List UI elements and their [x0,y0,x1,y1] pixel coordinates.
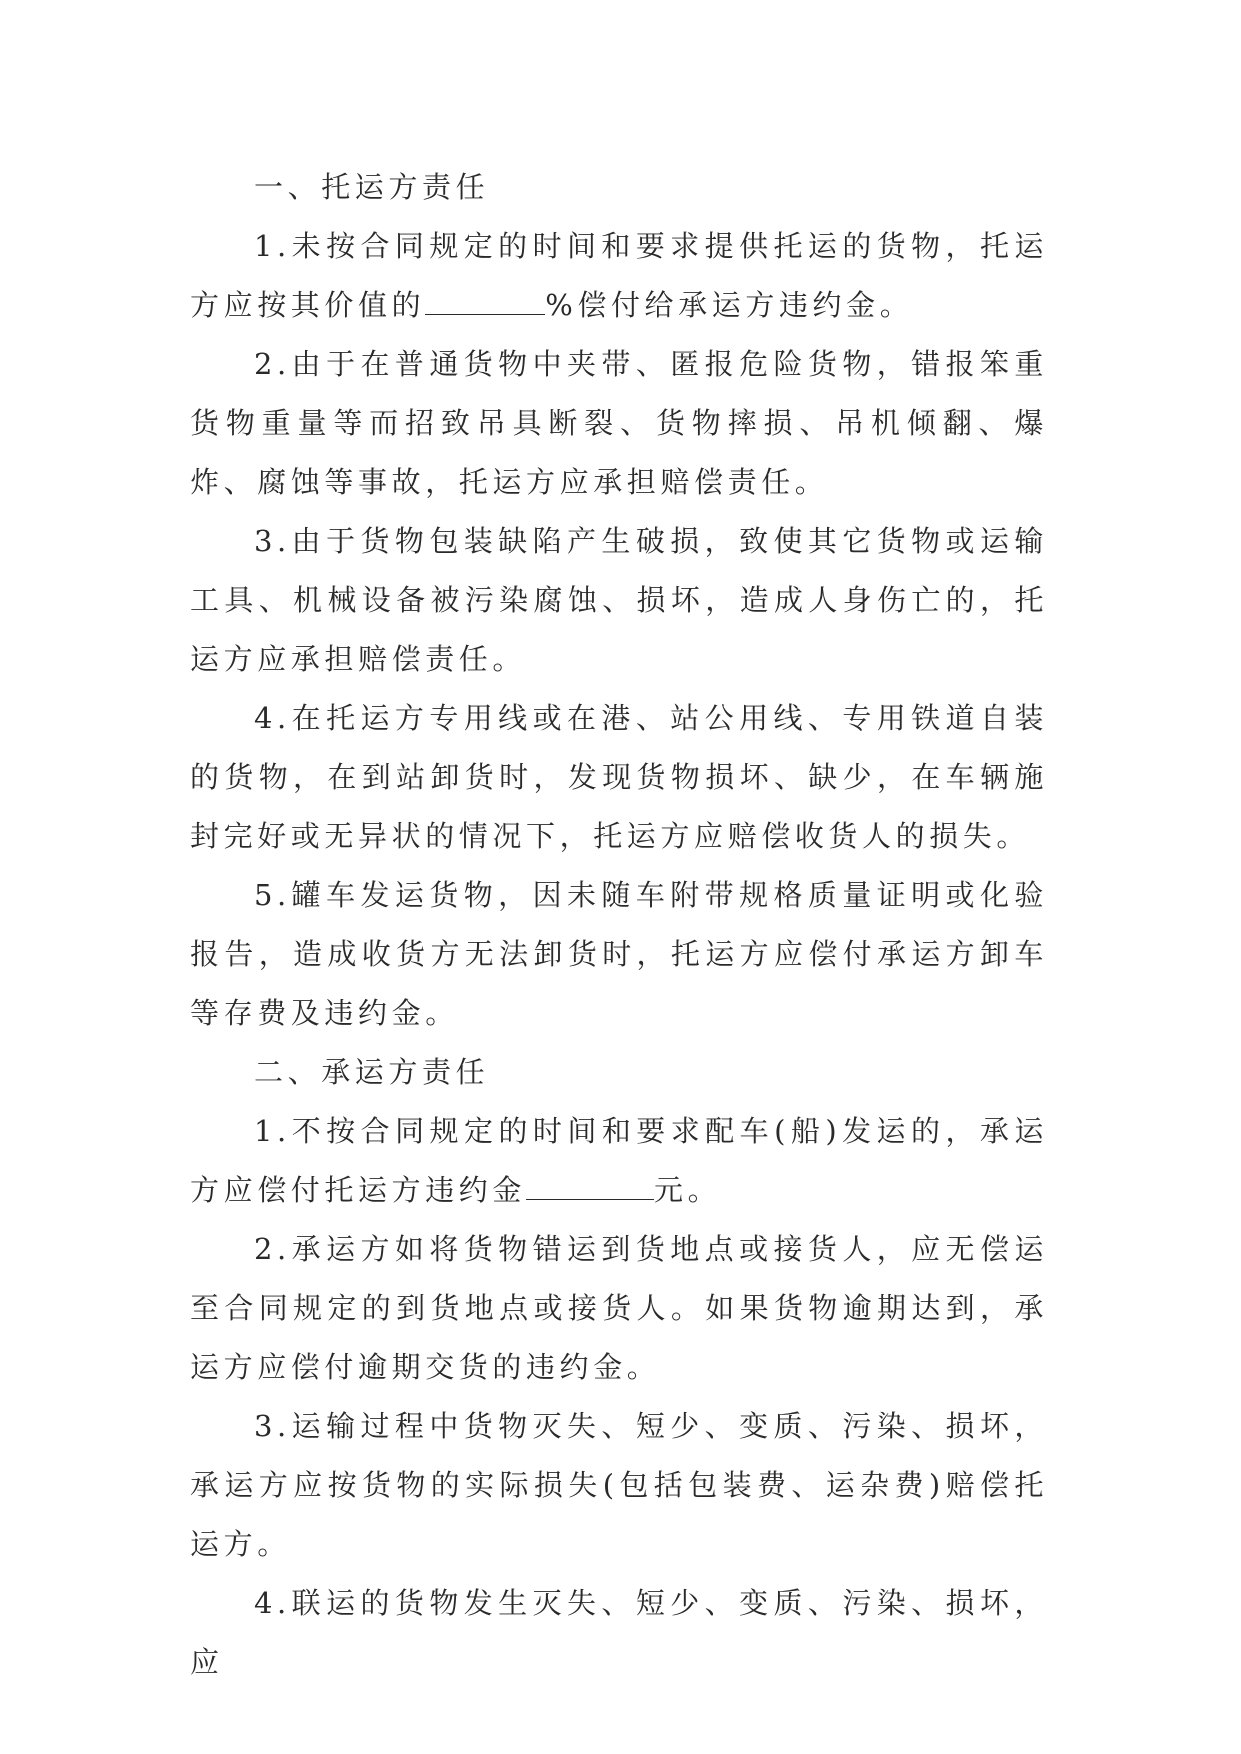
penalty-percent-blank[interactable] [425,282,545,315]
section-heading-carrier: 二、承运方责任 [254,1055,490,1089]
document-body [190,158,1048,1692]
carrier-clause-1-tail: 元。 [654,1173,722,1207]
shipper-clause-2: 2.由于在普通货物中夹带、匿报危险货物，错报笨重货物重量等而招致吊具断裂、货物摔损、吊机倾翻、爆炸、腐蚀等事故，托运方应承担赔偿责任。 [190,347,1048,499]
carrier-clause-1-text: 1.不按合同规定的时间和要求配车(船)发运的，承运方应偿付托运方违约金 [190,1114,1048,1207]
carrier-clause-3: 3.运输过程中货物灭失、短少、变质、污染、损坏，承运方应按货物的实际损失(包括包装费、运杂费)赔偿托运方。 [190,1409,1048,1561]
shipper-clause-3: 3.由于货物包装缺陷产生破损，致使其它货物或运输工具、机械设备被污染腐蚀、损坏，造成人身伤亡的，托运方应承担赔偿责任。 [190,524,1048,676]
shipper-clause-1-tail: %偿付给承运方违约金。 [545,288,914,322]
carrier-clause-1 [190,1102,1048,1220]
carrier-clause-2: 2.承运方如将货物错运到货地点或接货人，应无偿运至合同规定的到货地点或接货人。如果货物逾期达到，承运方应偿付逾期交货的违约金。 [190,1232,1048,1384]
penalty-amount-blank[interactable] [526,1167,654,1200]
carrier-clause-4: 4.联运的货物发生灭失、短少、变质、污染、损坏，应 [190,1586,1048,1679]
shipper-clause-1-text: 1.未按合同规定的时间和要求提供托运的货物，托运方应按其价值的 [190,229,1048,322]
shipper-clause-1 [190,217,1048,335]
section-heading-shipper: 一、托运方责任 [254,170,490,204]
shipper-clause-5: 5.罐车发运货物，因未随车附带规格质量证明或化验报告，造成收货方无法卸货时，托运方应偿付承运方卸车等存费及违约金。 [190,878,1048,1030]
shipper-clause-4: 4.在托运方专用线或在港、站公用线、专用铁道自装的货物，在到站卸货时，发现货物损坏、缺少，在车辆施封完好或无异状的情况下，托运方应赔偿收货人的损失。 [190,701,1048,853]
